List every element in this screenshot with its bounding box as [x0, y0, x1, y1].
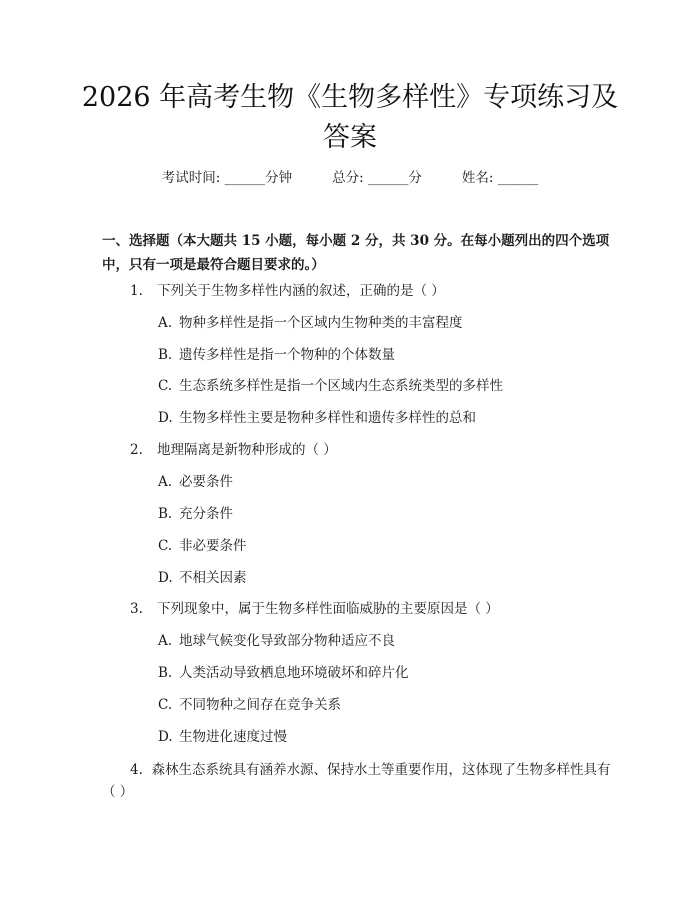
exam-info-line: [0, 168, 700, 188]
page-title: [60, 78, 640, 158]
question-3: [130, 599, 499, 619]
question-text: 下列现象中，属于生物多样性面临威胁的主要原因是（ ）: [157, 601, 499, 617]
question-1-option-d: [158, 408, 476, 428]
option-label: B.: [158, 347, 173, 363]
option-label: C.: [158, 538, 173, 554]
option-text: 生物进化速度过慢: [179, 729, 287, 745]
section-heading: 一、选择题（本大题共 15 小题，每小题 2 分，共 30 分。在每小题列出的四个选项中，只有一项是最符合题目要求的。）: [102, 233, 610, 273]
question-2-option-c: [158, 536, 247, 556]
question-number: 2.: [130, 442, 143, 458]
question-2-option-d: [158, 568, 247, 588]
question-1-option-c: [158, 376, 503, 396]
option-text: 生态系统多样性是指一个区域内生态系统类型的多样性: [179, 378, 503, 394]
question-text: 下列关于生物多样性内涵的叙述，正确的是（ ）: [157, 283, 445, 299]
question-1-option-a: [158, 313, 463, 333]
option-label: C.: [158, 378, 173, 394]
option-text: 充分条件: [179, 506, 233, 522]
question-number: 3.: [130, 601, 143, 617]
question-2-option-b: [158, 504, 233, 524]
question-3-option-a: [158, 631, 395, 651]
question-number: 4.: [130, 762, 143, 778]
question-2: [130, 440, 337, 460]
question-number: 1.: [130, 283, 143, 299]
question-2-option-a: [158, 472, 233, 492]
option-text: 地球气候变化导致部分物种适应不良: [179, 633, 395, 649]
option-text: 不相关因素: [179, 570, 247, 586]
question-3-option-b: [158, 663, 409, 683]
option-label: B.: [158, 506, 173, 522]
option-label: B.: [158, 665, 173, 681]
question-text: 森林生态系统具有涵养水源、保持水土等重要作用，这体现了生物多样性具有（ ）: [102, 762, 611, 800]
option-text: 不同物种之间存在竞争关系: [179, 697, 341, 713]
option-label: D.: [158, 410, 173, 426]
question-1: [130, 281, 445, 301]
option-label: D.: [158, 570, 173, 586]
option-text: 必要条件: [179, 474, 233, 490]
option-text: 非必要条件: [179, 538, 247, 554]
total-score-field: 总分: ______分: [332, 170, 422, 186]
option-label: C.: [158, 697, 173, 713]
option-label: A.: [158, 633, 173, 649]
option-text: 遗传多样性是指一个物种的个体数量: [179, 347, 395, 363]
question-4: [102, 759, 612, 803]
question-1-option-b: [158, 345, 395, 365]
option-label: A.: [158, 315, 173, 331]
question-text: 地理隔离是新物种形成的（ ）: [157, 442, 337, 458]
title-line-2: 答案: [323, 122, 377, 153]
option-text: 生物多样性主要是物种多样性和遗传多样性的总和: [179, 410, 476, 426]
question-3-option-c: [158, 695, 341, 715]
option-text: 物种多样性是指一个区域内生物种类的丰富程度: [179, 315, 463, 331]
option-text: 人类活动导致栖息地环境破坏和碎片化: [179, 665, 409, 681]
option-label: D.: [158, 729, 173, 745]
option-label: A.: [158, 474, 173, 490]
exam-time-field: 考试时间: ______分钟: [161, 170, 293, 186]
title-line-1: 2026 年高考生物《生物多样性》专项练习及: [81, 82, 619, 113]
question-3-option-d: [158, 727, 287, 747]
student-name-field: 姓名: ______: [461, 170, 539, 186]
